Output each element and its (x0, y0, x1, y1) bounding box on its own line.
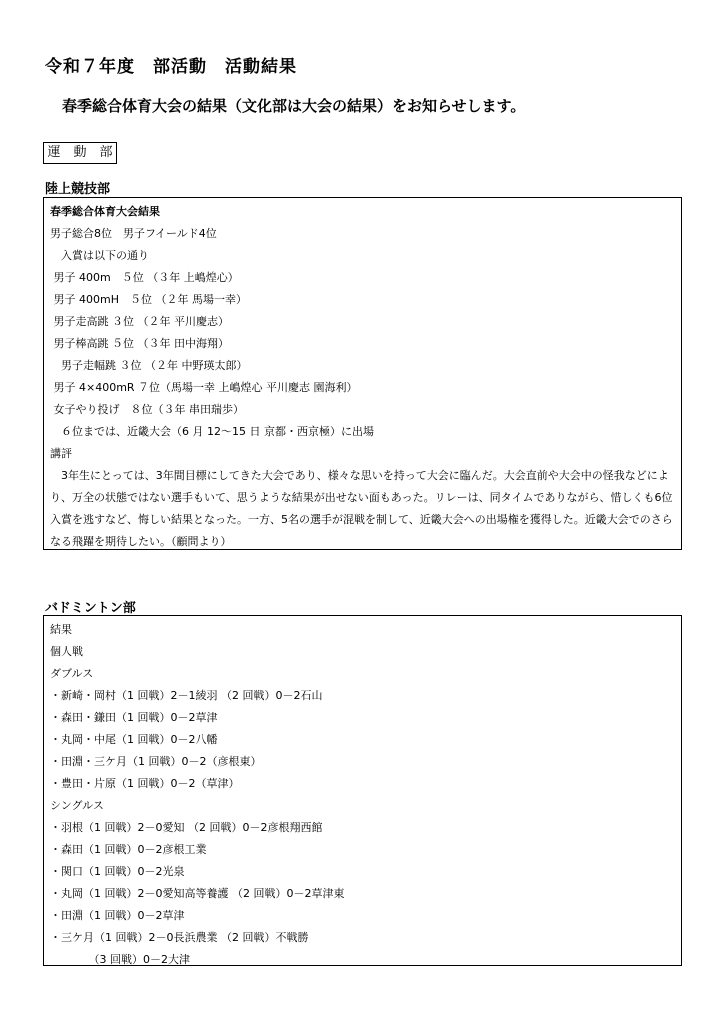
category-label: 運 動 部 (43, 142, 117, 164)
badminton-line: ・三ケ月（1 回戦）2－0長浜農業 （2 回戦）不戦勝 (50, 931, 309, 944)
athletics-line: 男子総合8位 男子フイールド4位 (50, 227, 217, 240)
badminton-line: ダブルス (50, 667, 94, 680)
athletics-line: 男子 400mH ５位 （２年 馬場一幸） (50, 293, 247, 306)
athletics-line: 入賞は以下の通り (50, 249, 149, 262)
intro-text: 春季総合体育大会の結果（文化部は大会の結果）をお知らせします。 (62, 97, 526, 115)
badminton-line: ・森田・鎌田（1 回戦）0－2草津 (50, 711, 218, 724)
badminton-line: シングルス (50, 799, 104, 812)
athletics-heading: 陸上競技部 (45, 182, 111, 197)
athletics-results-box (43, 197, 682, 550)
badminton-line: ・関口（1 回戦）0－2光泉 (50, 865, 185, 878)
athletics-line: 講評 (50, 447, 72, 460)
badminton-line: 結果 (50, 623, 72, 636)
badminton-line: ・田淵・三ケ月（1 回戦）0－2（彦根東） (50, 755, 262, 768)
athletics-line: 春季総合体育大会結果 (50, 205, 160, 218)
athletics-line: 男子 4×400mR ７位（馬場一幸 上嶋煌心 平川慶志 園海利） (50, 381, 358, 394)
athletics-review: 3年生にとっては、3年間目標にしてきた大会であり、様々な思いを持って大会に臨んだ。大会直前や大会中の怪我などにより、万全の状態ではない選手もいて、思うような結果が出せない面もあった。リレーは、同タイムでありながら、惜しくも6位入賞を逃すなど、悔しい結果となった。一方、5名の選手が混戦を制して、近畿大会への出場権を獲得した。近畿大会でのさらなる飛躍を期待したい。（顧問より） (50, 469, 673, 548)
badminton-line: ・羽根（1 回戦）2－0愛知 （2 回戦）0－2彦根翔西館 (50, 821, 323, 834)
athletics-line: 男子走高跳 ３位 （２年 平川慶志） (50, 315, 229, 328)
athletics-line: 男子 400m ５位 （３年 上嶋煌心） (50, 271, 239, 284)
athletics-line: 女子やり投げ ８位（３年 串田瑞歩） (50, 403, 244, 416)
badminton-heading: バドミントン部 (45, 601, 136, 616)
athletics-line: 男子棒高跳 ５位 （３年 田中海翔） (50, 337, 229, 350)
badminton-line: （3 回戦）0－2大津 (50, 953, 190, 966)
athletics-line: ６位までは、近畿大会（6 月 12～15 日 京都・西京極）に出場 (50, 425, 374, 438)
athletics-line: 男子走幅跳 ３位 （２年 中野瑛太郎） (50, 359, 248, 372)
badminton-line: ・豊田・片原（1 回戦）0－2（草津） (50, 777, 240, 790)
badminton-line: ・丸岡・中尾（1 回戦）0－2八幡 (50, 733, 218, 746)
badminton-line: ・新崎・岡村（1 回戦）2－1綾羽 （2 回戦）0－2石山 (50, 689, 323, 702)
badminton-line: ・森田（1 回戦）0－2彦根工業 (50, 843, 207, 856)
badminton-line: ・丸岡（1 回戦）2－0愛知高等養護 （2 回戦）0－2草津東 (50, 887, 345, 900)
badminton-results-box (43, 615, 682, 966)
badminton-line: 個人戦 (50, 645, 83, 658)
badminton-line: ・田淵（1 回戦）0－2草津 (50, 909, 185, 922)
page-title: 令和７年度 部活動 活動結果 (45, 57, 297, 77)
